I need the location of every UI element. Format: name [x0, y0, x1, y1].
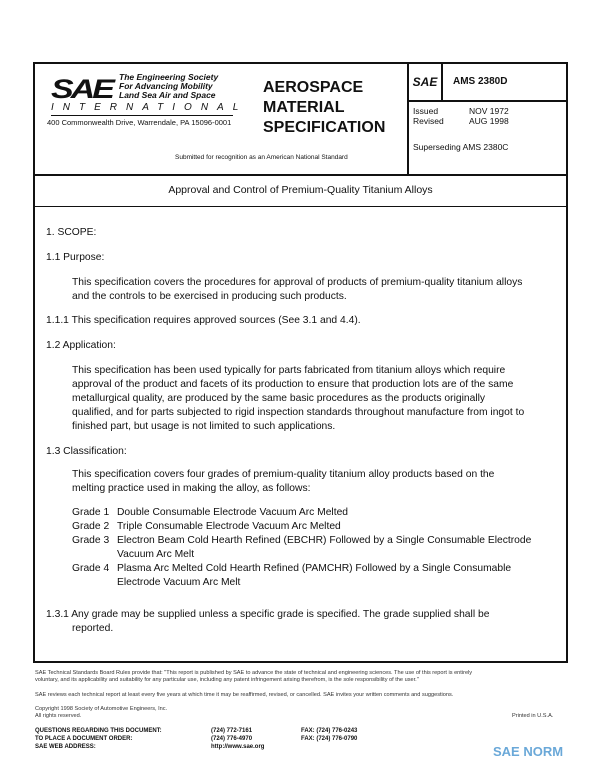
section-1-3-heading: 1.3 Classification:: [46, 446, 127, 457]
copyright: Copyright 1998 Society of Automotive Engineers, Inc. All rights reserved.: [35, 706, 168, 719]
purpose-paragraph: This specification covers the procedures for approval of products of premium-quality titanium alloys and the controls to be exercised in producing such products.: [72, 277, 523, 302]
issued-label: Issued: [413, 106, 439, 116]
doc-info-box: [407, 64, 568, 174]
application-paragraph: This specification has been used typically for parts fabricated from titanium alloys which require approval of the product and facets of its production to ensure that production lots are of the same metallurgical quality, are produced by the same basic procedures as the products originally qualified, and for parts subjected to rigid inspection standards throughout manufacture from ingot to finished part, but usage is not limited to such applications.: [72, 365, 525, 432]
tagline-line: Land Sea Air and Space: [119, 90, 216, 100]
sae-norm-watermark: SAE NORM: [493, 744, 564, 759]
tagline-line: The Engineering Society: [119, 72, 219, 82]
grade-list: [72, 506, 531, 590]
title-line: AEROSPACE: [263, 79, 364, 96]
section-1-1-heading: 1.1 Purpose:: [46, 252, 105, 263]
printed-in: Printed in U.S.A.: [512, 713, 554, 719]
address: 400 Commonwealth Drive, Warrendale, PA 15096-0001: [47, 118, 232, 127]
submitted-note: Submitted for recognition as an American National Standard: [175, 154, 348, 161]
grade-item: Grade 4 Plasma Arc Melted Cold Hearth Refined (PAMCHR) Followed by a Single Consumable Electrode Vacuum Arc Melt: [72, 563, 512, 588]
sae-logo: SAE: [51, 74, 112, 105]
doc-number: AMS 2380D: [453, 76, 508, 87]
review-note: SAE reviews each technical report at least every five years at which time it may be reaffirmed, revised, or cancelled. SAE invites your written comments and suggestions.: [35, 692, 454, 698]
rules-note: SAE Technical Standards Board Rules provide that: "This report is published by SAE to advance the state of technical and engineering sciences. The use of this report is entirely voluntary, and its applicability and suitability for any particular use, including any patent infringement arising therefrom, is the sole responsibility of the user.": [35, 670, 473, 683]
grade-item: Grade 1 Double Consumable Electrode Vacuum Arc Melted: [72, 507, 349, 518]
section-1-heading: 1. SCOPE:: [46, 227, 97, 238]
classification-paragraph: This specification covers four grades of premium-quality titanium alloy products based on the melting practice used in making the alloy, as follows:: [72, 469, 495, 494]
tagline-line: For Advancing Mobility: [119, 81, 213, 91]
issued-date: NOV 1972: [469, 106, 509, 116]
grade-item: Grade 3 Electron Beam Cold Hearth Refined (EBCHR) Followed by a Single Consumable Electrode Vacuum Arc Melt: [72, 535, 532, 560]
revised-label: Revised: [413, 116, 444, 126]
international-label: INTERNATIONAL: [51, 102, 233, 116]
contact-phones: (724) 772-7161 (724) 776-4970 http://www.sae.org: [211, 728, 265, 750]
section-1-1-1: 1.1.1 This specification requires approved sources (See 3.1 and 4.4).: [46, 315, 361, 326]
contact-faxes: FAX: (724) 776-0243 FAX: (724) 776-0790: [301, 728, 358, 742]
section-1-2-heading: 1.2 Application:: [46, 340, 116, 351]
revised-date: AUG 1998: [469, 116, 509, 126]
title-line: MATERIAL: [263, 99, 345, 116]
section-1-3-1: 1.3.1 Any grade may be supplied unless a specific grade is specified. The grade supplied shall be reported.: [46, 609, 490, 634]
header: [35, 64, 566, 176]
tagline: [119, 73, 218, 100]
spec-type-title: [263, 78, 385, 138]
document-title: Approval and Control of Premium-Quality Titanium Alloys: [35, 174, 566, 207]
box-sae-logo: SAE: [409, 64, 443, 100]
title-line: SPECIFICATION: [263, 119, 386, 136]
grade-item: Grade 2 Triple Consumable Electrode Vacuum Arc Melted: [72, 521, 341, 532]
web-link[interactable]: http://www.sae.org: [211, 744, 265, 750]
superseding: Superseding AMS 2380C: [413, 142, 509, 152]
contact-labels: QUESTIONS REGARDING THIS DOCUMENT: TO PLACE A DOCUMENT ORDER: SAE WEB ADDRESS:: [35, 728, 162, 750]
